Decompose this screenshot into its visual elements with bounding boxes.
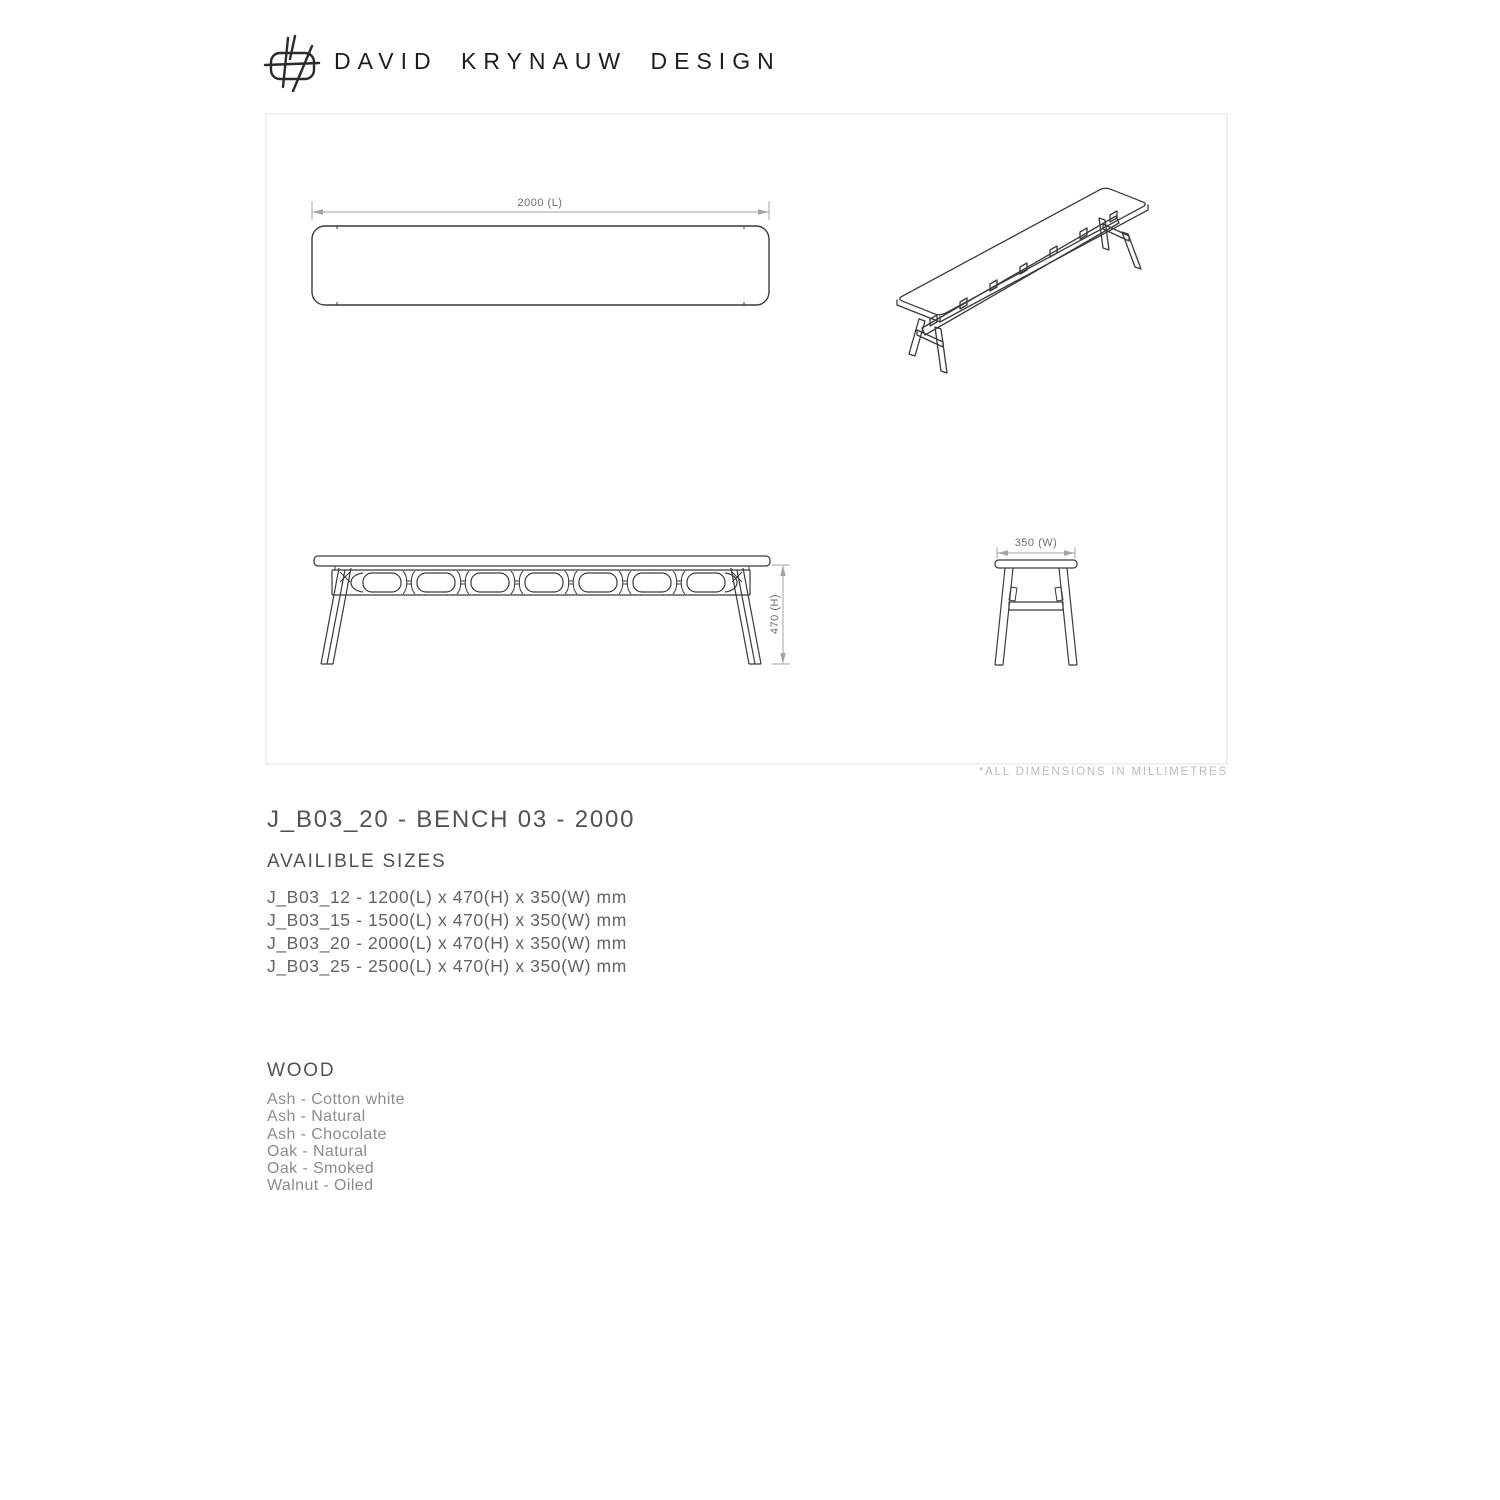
wood-item: Ash - Cotton white: [267, 1091, 405, 1108]
wood-item: Oak - Smoked: [267, 1160, 375, 1178]
size-item: J_B03_15 - 1500(L) x 470(H) x 350(W) mm: [267, 909, 627, 930]
perspective-view: [897, 188, 1148, 373]
brand-name: DAVID KRYNAUW DESIGN: [334, 48, 781, 74]
top-view: [312, 226, 769, 305]
dim-length-label: 2000 (L): [517, 197, 563, 209]
size-item: J_B03_25 - 2500(L) x 470(H) x 350(W) mm: [267, 955, 627, 976]
sizes-list: [267, 886, 627, 978]
size-item: J_B03_12 - 1200(L) x 470(H) x 350(W) mm: [267, 887, 627, 907]
dim-height-label: 470 (H): [769, 593, 781, 635]
size-item: J_B03_20 - 2000(L) x 470(H) x 350(W) mm: [267, 932, 627, 953]
wood-item: Oak - Natural: [267, 1142, 368, 1160]
side-elevation: [995, 560, 1077, 665]
brand-logo-icon: [262, 34, 322, 92]
wood-item: Walnut - Oiled: [267, 1177, 374, 1195]
dim-width-label: 350 (W): [1014, 537, 1058, 549]
wood-heading: WOOD: [267, 1060, 336, 1081]
bench-technical-drawing: [267, 115, 1226, 763]
front-elevation: [314, 556, 770, 664]
wood-item: Ash - Natural: [267, 1108, 366, 1126]
dimensions-note: *ALL DIMENSIONS IN MILLIMETRES: [978, 766, 1228, 778]
drawing-board: [265, 113, 1228, 765]
wood-list: [267, 1091, 405, 1195]
wood-item: Ash - Chocolate: [267, 1125, 387, 1143]
sizes-heading: AVAILIBLE SIZES: [267, 851, 447, 872]
product-title: J_B03_20 - BENCH 03 - 2000: [267, 806, 636, 833]
